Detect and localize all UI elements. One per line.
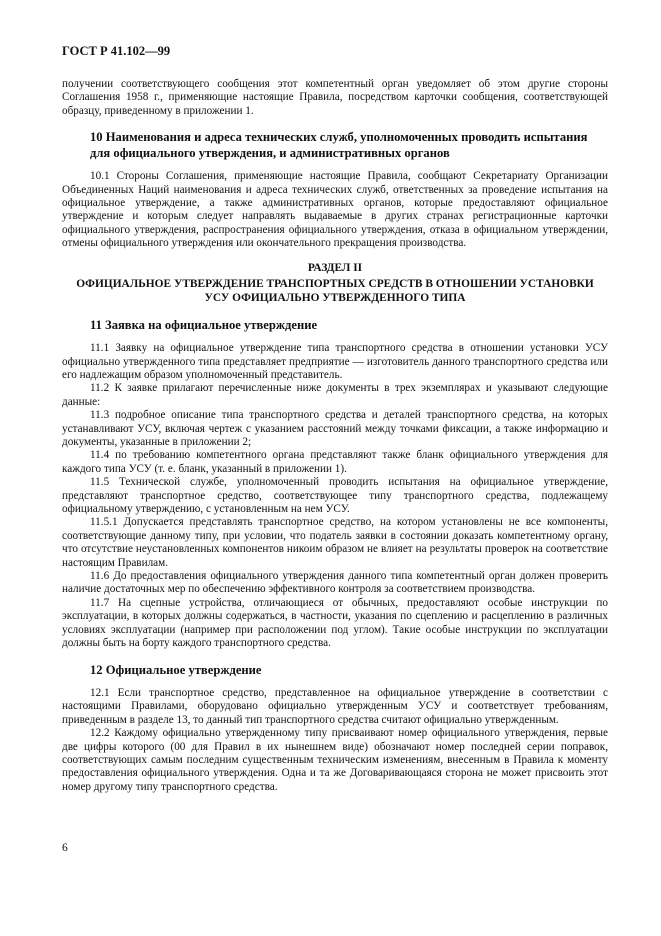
- paragraph-11-7: 11.7 На сцепные устройства, отличающиеся от обычных, предоставляют особые инструкции по эксплуатации, в которых должны содержаться, в частности, указания по сцеплению и расцеплению в различных условиях эксплуатации (например при расположении под углом). Такие особые инструкции по эксплуатации должны быть на борту каждого транспортного средства.: [62, 596, 608, 650]
- intro-paragraph: получении соответствующего сообщения этот компетентный орган уведомляет об этом другие стороны Соглашения 1958 г., применяющие настоящие Правила, посредством карточки сообщения, соответствующей образцу, приведенному в приложении 1.: [62, 78, 608, 117]
- paragraph-11-5-1: 11.5.1 Допускается представлять транспортное средство, на котором установлены не все компоненты, соответствующие данному типу, при условии, что податель заявки в состоянии доказать компетентному органу, что отсутствие неустановленных компонентов никоим образом не влияет на результаты проверок на соответствие настоящим Правилам.: [62, 516, 608, 569]
- paragraph-11-4: 11.4 по требованию компетентного органа представляют также бланк официального утверждения для каждого типа УСУ (т. е. бланк, указанный в приложении 1).: [62, 449, 608, 475]
- page-body: [62, 78, 608, 794]
- paragraph-11-1: 11.1 Заявку на официальное утверждение типа транспортного средства в отношении установки УСУ официально утвержденного типа представляет предприятие — изготовитель данного транспортного средства или его надлежащим образом уполномоченный представитель.: [62, 342, 608, 381]
- paragraph-11-2: 11.2 К заявке прилагают перечисленные ниже документы в трех экземплярах и указывают следующие данные:: [62, 382, 608, 408]
- paragraph-11-6: 11.6 До предоставления официального утверждения данного типа компетентный орган должен проверить наличие достаточных мер по обеспечению эффективного контроля за соответствием производства.: [62, 570, 608, 596]
- page-number: 6: [62, 842, 68, 854]
- part-label: РАЗДЕЛ II: [307, 261, 363, 274]
- paragraph-11-3: 11.3 подробное описание типа транспортного средства и деталей транспортного средства, на которых устанавливают УСУ, включая чертеж с указанием расстояний между точками фиксации, а также информацию и документы, указанные в приложении 2;: [62, 409, 608, 448]
- paragraph-10-1: 10.1 Стороны Соглашения, применяющие настоящие Правила, сообщают Секретариату Организации Объединенных Наций наименования и адреса технических служб, ответственных за проведение испытания на официальное утверждение, а также административных органов, которые предоставляют официальное утверждение и которым следует направлять выдаваемые в других странах регистрационные карточки официального утверждения, распространения официального утверждения, отказа в официальном утверждении, отмены официального утверждения или окончательного прекращения производства.: [62, 170, 608, 250]
- paragraph-12-1: 12.1 Если транспортное средство, представленное на официальное утверждение в соответствии с настоящими Правилами, оборудовано официально утвержденным УСУ и соответствует требованиям, приведенным в разделе 13, то данный тип транспортного средства считают официально утвержденным.: [62, 687, 608, 726]
- section-11-heading: 11 Заявка на официальное утверждение: [90, 317, 318, 332]
- paragraph-11-5: 11.5 Технической службе, уполномоченный проводить испытания на официальное утверждение, представляют транспортное средство, соответствующее типу транспортного средства, подлежащему официальному утверждению, с установленным на нем УСУ.: [62, 476, 608, 516]
- section-12-heading: 12 Официальное утверждение: [90, 662, 262, 677]
- part-title: ОФИЦИАЛЬНОЕ УТВЕРЖДЕНИЕ ТРАНСПОРТНЫХ СРЕДСТВ В ОТНОШЕНИИ УСТАНОВКИ УСУ ОФИЦИАЛЬНО УТВЕРЖДЕННОГО ТИПА: [76, 278, 594, 305]
- section-10-heading: 10 Наименования и адреса технических служб, уполномоченных проводить испытания для официального утверждения, и административных органов: [90, 130, 588, 160]
- document-code: ГОСТ Р 41.102—99: [62, 44, 171, 58]
- paragraph-12-2: 12.2 Каждому официально утвержденному типу присваивают номер официального утверждения, первые две цифры которого (00 для Правил в их нынешнем виде) обозначают номер последней серии поправок, соответствующих самым последним существенным техническим изменениям, внесенным в Правила к моменту предоставления официального утверждения. Одна и та же Договаривающаяся сторона не может присвоить этот номер другому типу транспортного средства.: [62, 727, 608, 793]
